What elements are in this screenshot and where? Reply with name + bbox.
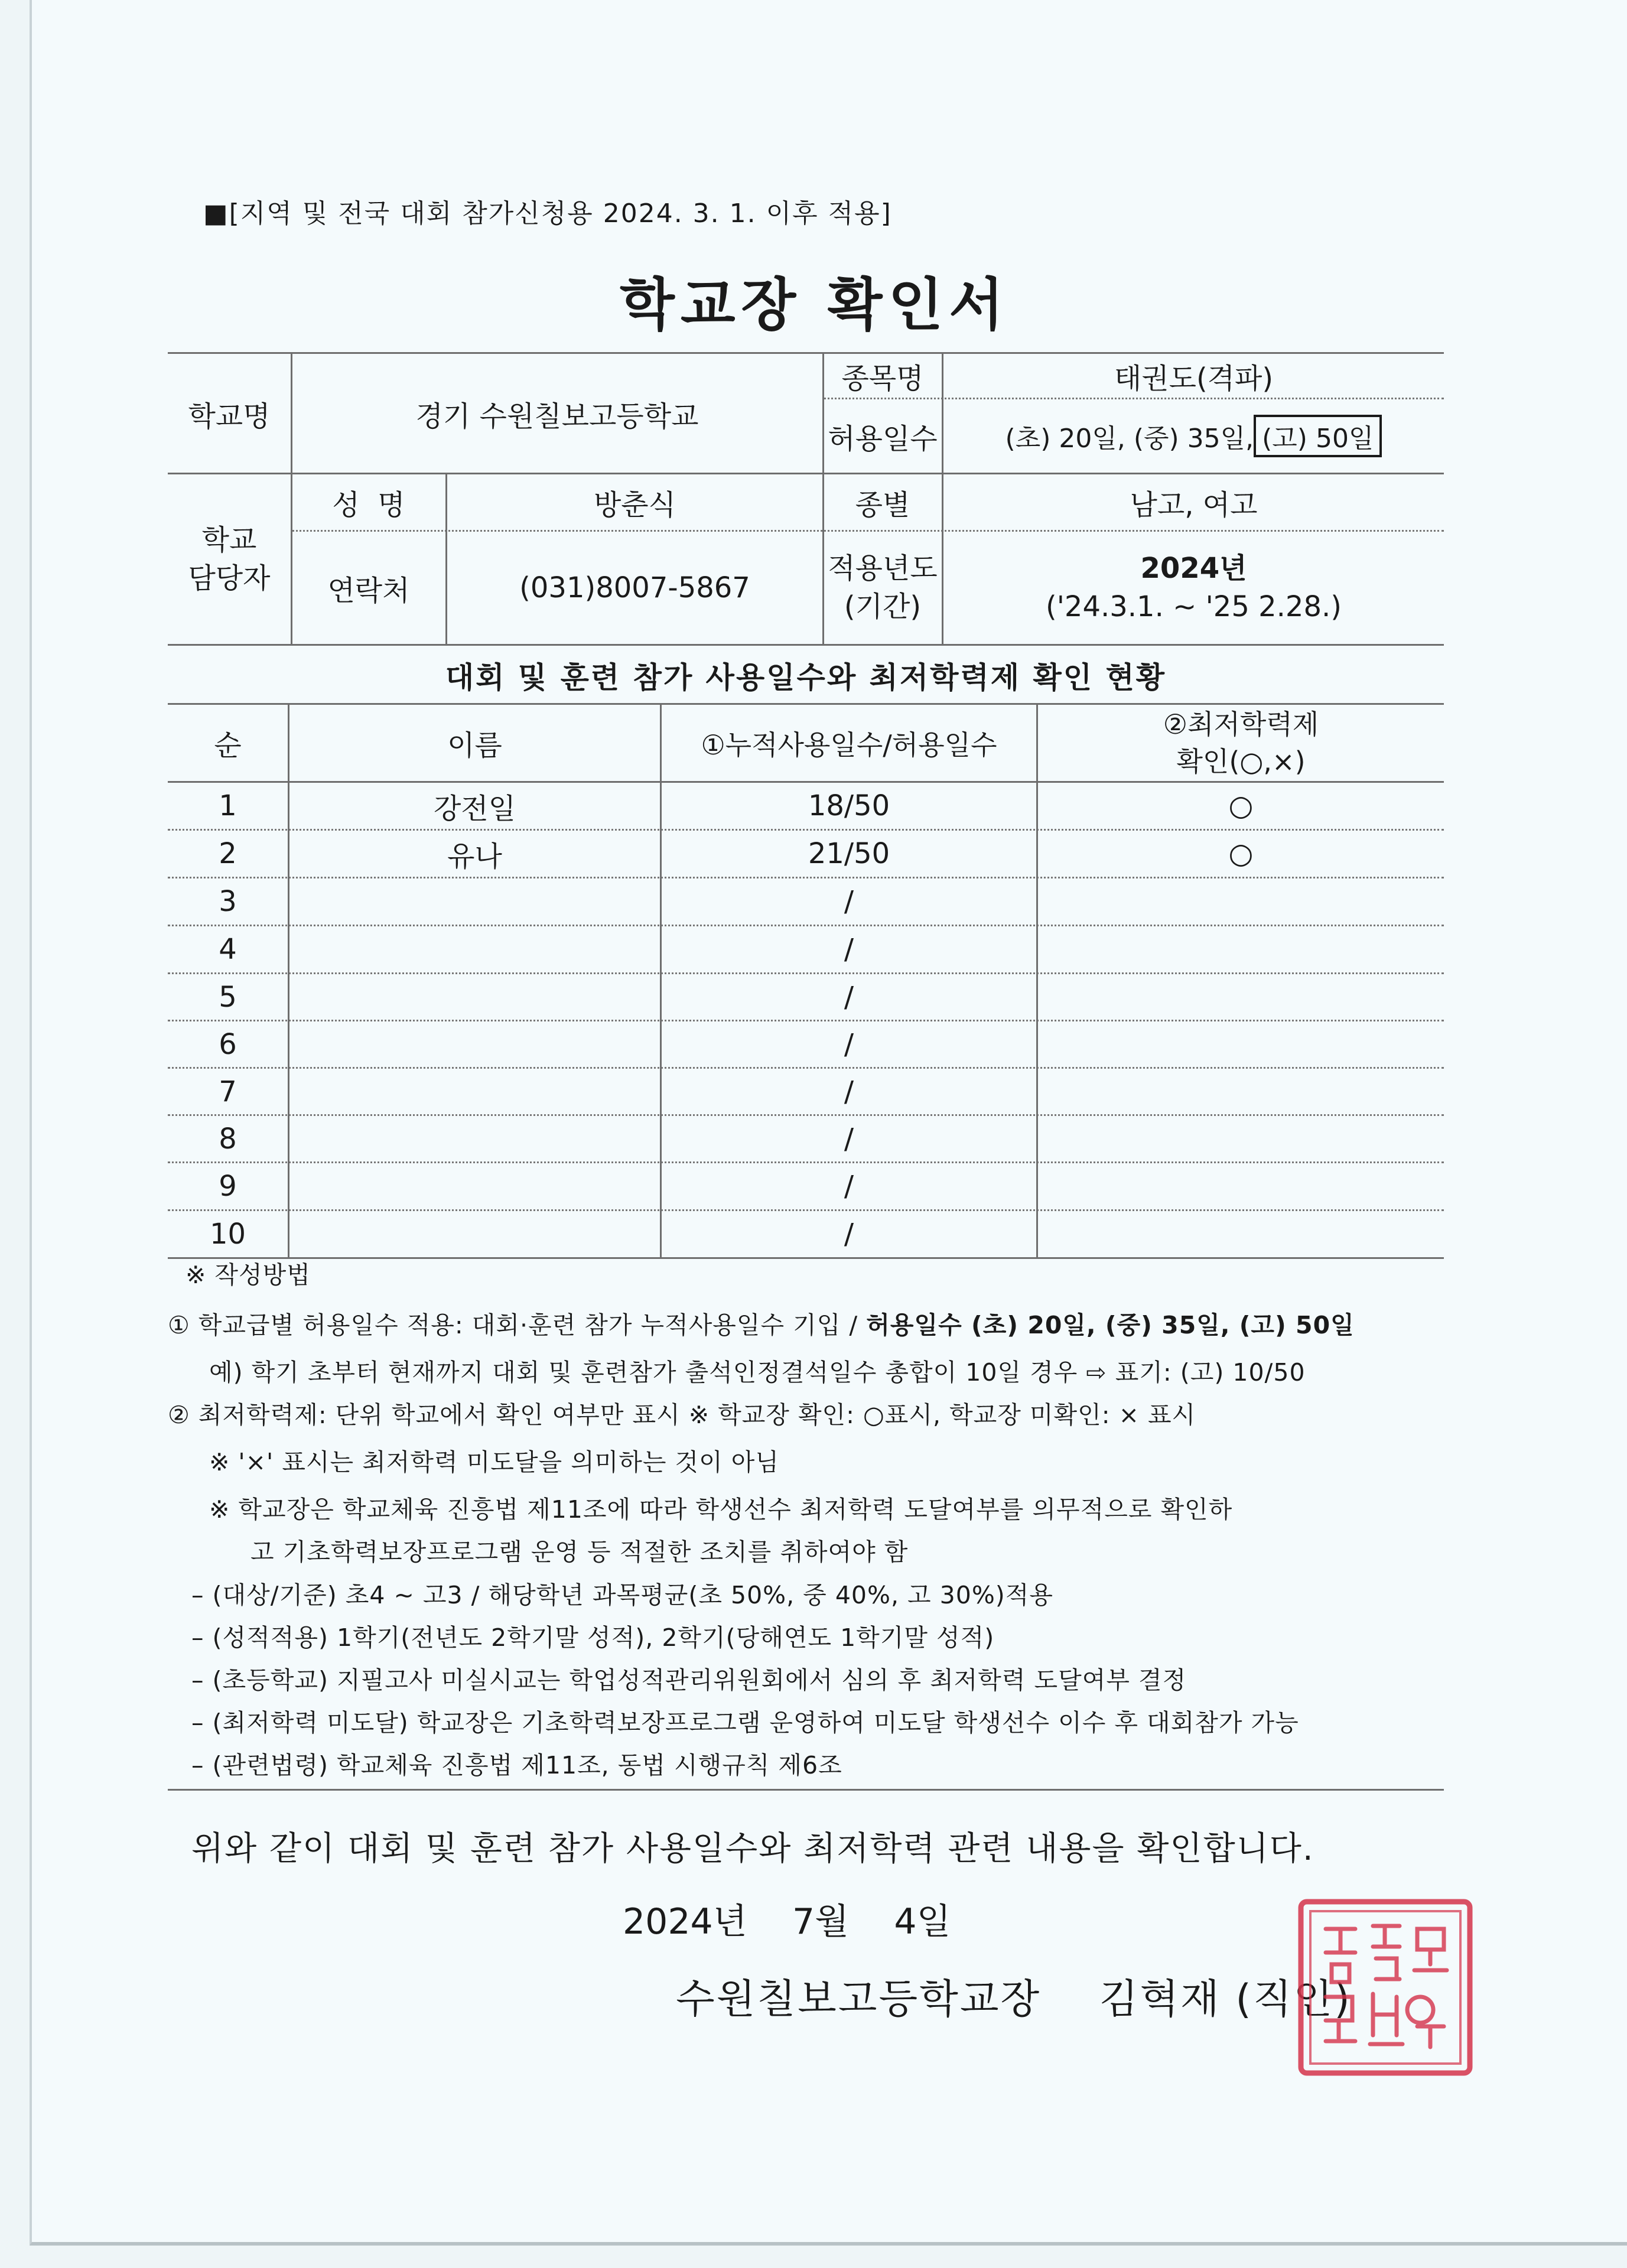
row-check xyxy=(1038,1116,1444,1161)
divider xyxy=(168,1789,1444,1791)
row-check xyxy=(1038,974,1444,1020)
row-days: / xyxy=(844,1075,854,1108)
row-days: 18/50 xyxy=(808,789,890,822)
detail-3: – (초등학교) 지필고사 미실시교는 학업성적관리위원회에서 심의 후 최저학력 도달여부 결정 xyxy=(191,1666,1187,1694)
row-days: / xyxy=(844,885,854,918)
period-value: ('24.3.1. ~ '25 2.28.) xyxy=(1046,590,1342,623)
note-1-text: ① 학교급별 허용일수 적용: 대회·훈련 참가 누적사용일수 기입 / xyxy=(168,1311,867,1339)
contact-value: (031)8007-5867 xyxy=(519,571,750,604)
row-no: 4 xyxy=(219,933,237,966)
row-days: / xyxy=(844,1122,854,1156)
note-2-b2: 고 기초학력보장프로그램 운영 등 적절한 조치를 취하여야 함 xyxy=(250,1538,909,1566)
manager-label: 학교 담당자 xyxy=(188,523,271,595)
note-1-example: 예) 학기 초부터 현재까지 대회 및 훈련참가 출석인정결석일수 총합이 10일 경우 ⇨ 표기: (고) 10/50 xyxy=(209,1358,1306,1387)
sport-value: 태권도(격파) xyxy=(1114,362,1274,395)
row-name xyxy=(289,974,660,1020)
row-no: 5 xyxy=(219,980,237,1014)
row-check xyxy=(1038,1211,1444,1257)
signer-school: 수원칠보고등학교장 xyxy=(676,1976,1042,2023)
status-title: 대회 및 훈련 참가 사용일수와 최저학력제 확인 현황 xyxy=(445,660,1167,695)
row-check xyxy=(1038,1021,1444,1067)
year-label-1: 적용년도 xyxy=(828,552,938,585)
note-2-a: ※ '×' 표시는 최저학력 미도달을 의미하는 것이 아님 xyxy=(209,1448,779,1476)
year-value-cell xyxy=(943,532,1444,644)
sign-date xyxy=(623,1893,951,1944)
allowed-days-label: 허용일수 xyxy=(828,422,938,455)
allowed-days-value xyxy=(943,399,1444,473)
row-no: 8 xyxy=(219,1122,237,1156)
row-name xyxy=(289,878,660,925)
detail-4: – (최저학력 미도달) 학교장은 기초학력보장프로그램 운영하여 미도달 학생선수 이수 후 대회참가 가능 xyxy=(191,1709,1299,1737)
gender-value: 남고, 여고 xyxy=(1130,488,1258,522)
allowed-days-elem-mid: (초) 20일, (중) 35일, xyxy=(1005,424,1254,454)
date-day: 4일 xyxy=(894,1901,951,1942)
school-label: 학교명 xyxy=(188,399,271,433)
seal-label: (직인) xyxy=(1235,1976,1352,2023)
date-month: 7월 xyxy=(792,1901,850,1942)
row-name: 강전일 xyxy=(433,792,516,825)
row-check xyxy=(1038,878,1444,925)
detail-1: – (대상/기준) 초4 ~ 고3 / 해당학년 과목평균(초 50%, 중 40%, 고 30%)적용 xyxy=(191,1581,1053,1609)
detail-2: – (성적적용) 1학기(전년도 2학기말 성적), 2학기(당해연도 1학기말 성적) xyxy=(191,1623,995,1652)
row-no: 10 xyxy=(209,1218,246,1251)
school-value: 경기 수원칠보고등학교 xyxy=(415,399,699,433)
detail-5: – (관련법령) 학교체육 진흥법 제11조, 동법 시행규칙 제6조 xyxy=(191,1751,842,1779)
signer-name: 김혁재 xyxy=(1099,1976,1221,2023)
name-label: 성 명 xyxy=(332,488,405,522)
note-2-b1: ※ 학교장은 학교체육 진흥법 제11조에 따라 학생선수 최저학력 도달여부를 의무적으로 확인하 xyxy=(209,1495,1233,1524)
row-name xyxy=(289,1069,660,1114)
note-2: ② 최저학력제: 단위 학교에서 확인 여부만 표시 ※ 학교장 확인: ○표시, 학교장 미확인: × 표시 xyxy=(168,1401,1196,1429)
row-check xyxy=(1038,1069,1444,1114)
signature-line xyxy=(676,1967,1352,2025)
row-days: / xyxy=(844,1170,854,1203)
notes-heading: ※ 작성방법 xyxy=(186,1261,311,1289)
row-no: 2 xyxy=(219,837,237,870)
row-name xyxy=(289,1116,660,1161)
name-value: 방춘식 xyxy=(593,488,676,522)
year-label xyxy=(824,532,942,644)
row-days: / xyxy=(844,1027,854,1061)
row-check xyxy=(1038,1163,1444,1209)
gender-label: 종별 xyxy=(855,488,910,522)
row-no: 3 xyxy=(219,885,237,918)
row-days: / xyxy=(844,933,854,966)
allowed-days-high: (고) 50일 xyxy=(1254,415,1382,457)
document-sheet xyxy=(30,0,1627,2246)
document-title: 학교장 확인서 xyxy=(620,272,1010,338)
year-value: 2024년 xyxy=(1140,552,1247,585)
note-1-days: 허용일수 (초) 20일, (중) 35일, (고) 50일 xyxy=(866,1311,1355,1339)
header-name: 이름 xyxy=(447,729,502,762)
row-no: 1 xyxy=(219,789,237,822)
row-no: 7 xyxy=(219,1075,237,1108)
date-year: 2024년 xyxy=(623,1901,747,1942)
row-no: 9 xyxy=(219,1170,237,1203)
row-days: / xyxy=(844,980,854,1014)
row-days: 21/50 xyxy=(808,837,890,870)
header-days: ①누적사용일수/허용일수 xyxy=(701,728,997,761)
header-note: ■[지역 및 전국 대회 참가신청용 2024. 3. 1. 이후 적용] xyxy=(203,199,892,229)
row-check: ○ xyxy=(1228,789,1254,822)
header-no: 순 xyxy=(214,729,242,762)
year-label-2: (기간) xyxy=(844,590,922,623)
contact-label: 연락처 xyxy=(327,574,410,607)
row-check: ○ xyxy=(1228,837,1254,870)
row-name xyxy=(289,1211,660,1257)
note-1 xyxy=(168,1313,1355,1338)
confirm-text: 위와 같이 대회 및 훈련 참가 사용일수와 최저학력 관련 내용을 확인합니다. xyxy=(191,1830,1314,1868)
official-seal-stamp xyxy=(1290,1893,1479,2082)
row-name xyxy=(289,926,660,972)
row-name xyxy=(289,1021,660,1067)
row-check xyxy=(1038,926,1444,972)
sport-label: 종목명 xyxy=(841,362,924,395)
row-no: 6 xyxy=(219,1027,237,1061)
row-days: / xyxy=(844,1218,854,1251)
row-name: 유나 xyxy=(447,839,502,873)
header-check: ②최저학력제 확인(○,×) xyxy=(1163,708,1319,777)
row-name xyxy=(289,1163,660,1209)
